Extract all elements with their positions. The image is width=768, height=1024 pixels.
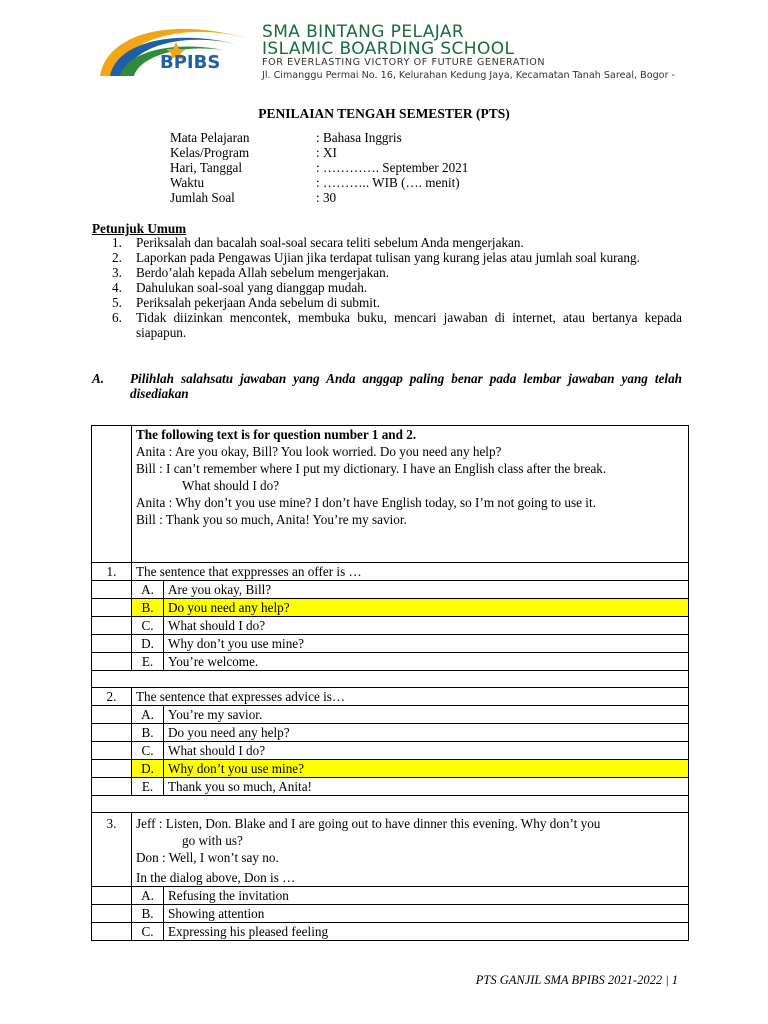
table-cell-empty xyxy=(92,742,132,760)
option-row xyxy=(92,706,689,724)
instruction-item xyxy=(92,250,682,265)
option-row xyxy=(92,617,689,635)
instruction-number: 6. xyxy=(112,310,122,325)
instruction-text: Dahulukan soal-soal yang dianggap mudah. xyxy=(136,280,368,295)
instruction-item xyxy=(92,235,682,250)
option-text: Thank you so much, Anita! xyxy=(164,778,689,796)
question-row xyxy=(92,563,689,581)
info-value-class: : XI xyxy=(316,145,337,160)
option-letter: A. xyxy=(132,887,164,905)
option-row xyxy=(92,778,689,796)
section-a-letter: A. xyxy=(92,371,105,386)
instruction-number: 1. xyxy=(112,235,122,250)
table-cell-empty xyxy=(92,617,132,635)
table-cell-empty xyxy=(92,887,132,905)
dialog-passage xyxy=(132,426,689,563)
dialog-line: go with us? xyxy=(182,833,243,848)
logo-swoosh-graphic xyxy=(96,14,254,84)
table-cell-empty xyxy=(92,778,132,796)
option-text: Expressing his pleased feeling xyxy=(164,923,689,941)
dialog-line: Anita : Are you okay, Bill? You look worried. Do you need any help? xyxy=(136,444,502,459)
instruction-text: Laporkan pada Pengawas Ujian jika terdapat tulisan yang kurang jelas atau jumlah soal kurang. xyxy=(136,250,640,265)
dialog-heading: The following text is for question number 1 and 2. xyxy=(136,427,417,442)
table-cell-empty xyxy=(92,426,132,563)
info-label-class: Kelas/Program xyxy=(170,145,250,160)
table-cell-empty xyxy=(92,635,132,653)
table-cell-empty xyxy=(92,760,132,778)
table-cell-empty xyxy=(92,706,132,724)
section-a-instruction xyxy=(92,371,682,401)
school-address: Jl. Cimanggu Permai No. 16, Kelurahan Kedung Jaya, Kecamatan Tanah Sareal, Bogor - xyxy=(262,70,675,81)
spacer-row xyxy=(92,796,689,813)
question-stem: The sentence that exppresses an offer is … xyxy=(132,563,689,581)
instruction-text: Periksalah pekerjaan Anda sebelum di submit. xyxy=(136,295,380,310)
dialog-line: Don : Well, I won’t say no. xyxy=(136,850,279,865)
instruction-item xyxy=(92,295,682,310)
instruction-item xyxy=(92,310,682,340)
dialog-line: Bill : Thank you so much, Anita! You’re my savior. xyxy=(136,512,407,527)
option-letter: C. xyxy=(132,923,164,941)
option-row xyxy=(92,653,689,671)
question-number: 3. xyxy=(92,813,132,887)
info-value-date: : …………. September 2021 xyxy=(316,160,469,175)
questions-table xyxy=(91,425,689,941)
option-letter: C. xyxy=(132,742,164,760)
table-cell-empty xyxy=(92,653,132,671)
instruction-item xyxy=(92,265,682,280)
option-row-highlighted xyxy=(92,599,689,617)
info-label-date: Hari, Tanggal xyxy=(170,160,243,175)
option-letter: D. xyxy=(132,760,164,778)
info-value-time: : ……….. WIB (…. menit) xyxy=(316,175,460,190)
dialog-row xyxy=(92,426,689,563)
instruction-text: Berdo’alah kepada Allah sebelum mengerjakan. xyxy=(136,265,390,280)
school-name-line1: SMA BINTANG PELAJAR xyxy=(262,22,465,42)
option-text: Refusing the invitation xyxy=(164,887,689,905)
dialog-line: Jeff : Listen, Don. Blake and I are going out to have dinner this evening. Why don’t you xyxy=(136,816,601,831)
table-cell-empty xyxy=(92,599,132,617)
option-letter: A. xyxy=(132,581,164,599)
school-logo xyxy=(96,14,254,84)
option-letter: B. xyxy=(132,905,164,923)
question-number: 1. xyxy=(92,563,132,581)
option-row xyxy=(92,742,689,760)
option-letter: B. xyxy=(132,599,164,617)
option-letter: B. xyxy=(132,724,164,742)
instructions-heading: Petunjuk Umum xyxy=(92,221,187,236)
info-label-count: Jumlah Soal xyxy=(170,190,235,205)
question-number: 2. xyxy=(92,688,132,706)
logo-text: BPIBS xyxy=(160,52,221,73)
instruction-number: 3. xyxy=(112,265,122,280)
option-text: What should I do? xyxy=(164,742,689,760)
page-footer: PTS GANJIL SMA BPIBS 2021-2022 | 1 xyxy=(475,973,678,987)
question-row xyxy=(92,813,689,887)
info-value-count: : 30 xyxy=(316,190,337,205)
option-row-highlighted xyxy=(92,760,689,778)
question-dialog xyxy=(132,813,689,887)
option-text: Why don’t you use mine? xyxy=(164,635,689,653)
instructions-list xyxy=(92,235,682,340)
exam-title: PENILAIAN TENGAH SEMESTER (PTS) xyxy=(258,106,510,121)
dialog-line: Anita : Why don’t you use mine? I don’t have English today, so I’m not going to use it. xyxy=(136,495,596,510)
table-cell-empty xyxy=(92,923,132,941)
instruction-number: 2. xyxy=(112,250,122,265)
question-row xyxy=(92,688,689,706)
option-letter: C. xyxy=(132,617,164,635)
instruction-item xyxy=(92,280,682,295)
option-text: Showing attention xyxy=(164,905,689,923)
question-stem: In the dialog above, Don is … xyxy=(136,870,296,885)
option-text: What should I do? xyxy=(164,617,689,635)
option-row xyxy=(92,581,689,599)
option-row xyxy=(92,724,689,742)
dialog-line: What should I do? xyxy=(182,478,280,493)
option-row xyxy=(92,923,689,941)
option-row xyxy=(92,635,689,653)
instruction-number: 5. xyxy=(112,295,122,310)
option-text: Do you need any help? xyxy=(164,599,689,617)
option-letter: D. xyxy=(132,635,164,653)
option-text: Do you need any help? xyxy=(164,724,689,742)
table-cell-empty xyxy=(92,581,132,599)
spacer-row xyxy=(92,671,689,688)
option-text: You’re welcome. xyxy=(164,653,689,671)
table-cell-empty xyxy=(92,905,132,923)
info-label-subject: Mata Pelajaran xyxy=(170,130,250,145)
option-letter: E. xyxy=(132,778,164,796)
instruction-text: Tidak diizinkan mencontek, membuka buku, mencari jawaban di internet, atau bertanya kepada siapapun. xyxy=(136,310,682,340)
option-letter: E. xyxy=(132,653,164,671)
instruction-number: 4. xyxy=(112,280,122,295)
option-letter: A. xyxy=(132,706,164,724)
table-cell-empty xyxy=(92,796,689,813)
info-label-time: Waktu xyxy=(170,175,205,190)
option-row xyxy=(92,905,689,923)
section-a-text: Pilihlah salahsatu jawaban yang Anda anggap paling benar pada lembar jawaban yang telah disediakan xyxy=(130,371,682,401)
school-motto: FOR EVERLASTING VICTORY OF FUTURE GENERATION xyxy=(262,57,546,68)
option-row xyxy=(92,887,689,905)
option-text: Why don’t you use mine? xyxy=(164,760,689,778)
option-text: You’re my savior. xyxy=(164,706,689,724)
dialog-line: Bill : I can’t remember where I put my dictionary. I have an English class after the break. xyxy=(136,461,607,476)
table-cell-empty xyxy=(92,671,689,688)
option-text: Are you okay, Bill? xyxy=(164,581,689,599)
instruction-text: Periksalah dan bacalah soal-soal secara teliti sebelum Anda mengerjakan. xyxy=(136,235,524,250)
question-stem: The sentence that expresses advice is… xyxy=(132,688,689,706)
school-name-line2: ISLAMIC BOARDING SCHOOL xyxy=(262,39,515,59)
table-cell-empty xyxy=(92,724,132,742)
info-value-subject: : Bahasa Inggris xyxy=(316,130,402,145)
